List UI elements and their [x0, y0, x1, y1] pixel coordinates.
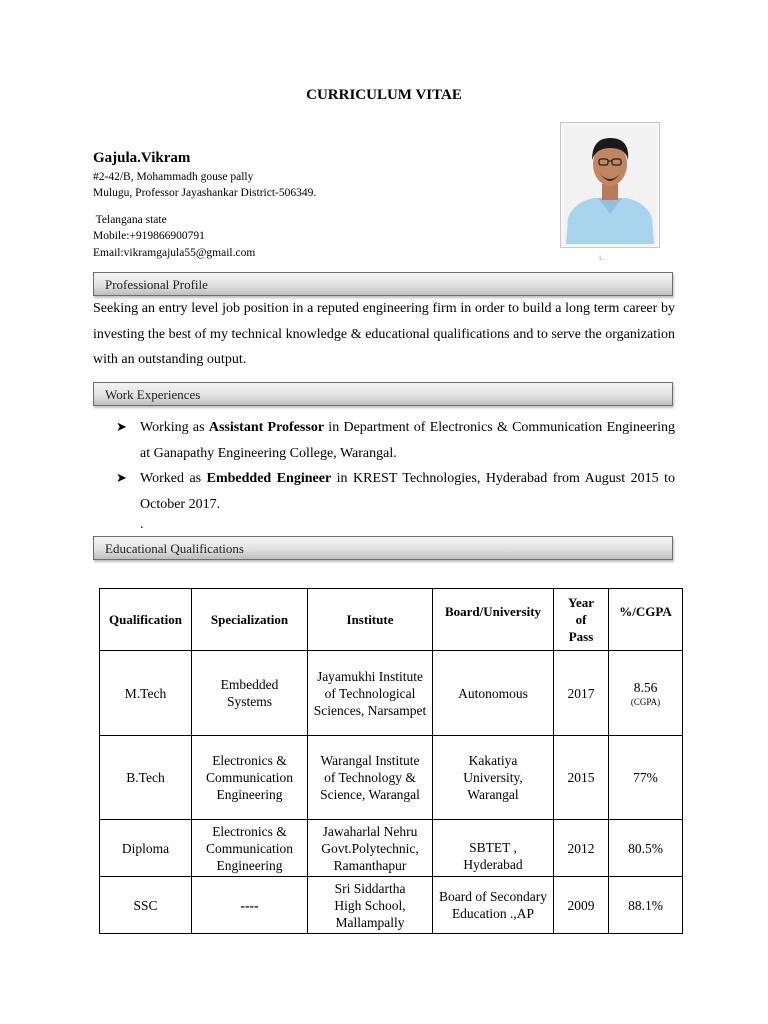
- year-cell: 2009: [554, 877, 609, 934]
- profile-summary: Seeking an entry level job position in a reputed engineering firm in order to build a long term career by investing the best of my technical knowledge & educational qualifications and to serve the organization with an outstanding output.: [93, 301, 675, 367]
- year-cell: 2012: [554, 820, 609, 877]
- person-photo-icon: [564, 126, 656, 244]
- work-role: Assistant Professor: [208, 420, 325, 435]
- score-note: (CGPA): [630, 696, 661, 707]
- candidate-name: Gajula.Vikram: [93, 150, 191, 166]
- work-prefix: Working as: [140, 420, 209, 435]
- trailing-dot: .: [140, 517, 144, 532]
- institute-cell: Warangal Institute of Technology & Science, Warangal: [308, 736, 433, 820]
- qualification-cell: B.Tech: [100, 736, 192, 820]
- board-cell: SBTET , Hyderabad: [433, 820, 554, 877]
- table-row: [100, 736, 683, 820]
- qualification-cell: SSC: [100, 877, 192, 934]
- work-suffix: in Department of Electronics & Communication Engineering at Ganapathy Engineering College, Warangal.: [140, 420, 675, 461]
- education-table: [99, 588, 683, 934]
- score-cell: 77%: [609, 736, 683, 820]
- institute-cell: Jawaharlal Nehru Govt.Polytechnic, Ramanthapur: [308, 820, 433, 877]
- score-cell: 88.1%: [609, 877, 683, 934]
- email-address: Email:vikramgajula55@gmail.com: [93, 247, 256, 259]
- year-cell: 2017: [554, 651, 609, 736]
- table-row: [100, 877, 683, 934]
- work-experience-item: [140, 415, 675, 466]
- work-prefix: Worked as: [140, 471, 207, 486]
- table-row: [100, 651, 683, 736]
- address-state: Telangana state: [93, 214, 167, 226]
- score-cell: 8.56 (CGPA): [609, 651, 683, 736]
- address-line-2: Mulugu, Professor Jayashankar District-506349.: [93, 187, 317, 199]
- mobile-number: Mobile:+919866900791: [93, 230, 205, 242]
- arrow-bullet-icon: ➤: [116, 470, 127, 485]
- board-cell: Board of Secondary Education .,AP: [433, 877, 554, 934]
- column-header: %/CGPA: [609, 589, 683, 651]
- section-bar-work-experiences: [93, 382, 673, 406]
- specialization-cell: ----: [192, 877, 308, 934]
- institute-cell: Jayamukhi Institute of Technological Sciences, Narsampet: [308, 651, 433, 736]
- specialization-cell: Electronics & Communication Engineering: [192, 820, 308, 877]
- specialization-cell: Electronics & Communication Engineering: [192, 736, 308, 820]
- section-bar-educational-qualifications: [93, 536, 673, 560]
- column-header: Board/University: [433, 589, 554, 651]
- document-title: CURRICULUM VITAE: [306, 87, 462, 103]
- score-cell: 80.5%: [609, 820, 683, 877]
- section-heading: Educational Qualifications: [105, 541, 244, 556]
- work-role: Embedded Engineer: [206, 471, 332, 486]
- column-header: Specialization: [192, 589, 308, 651]
- address-line-1: #2-42/B, Mohammadh gouse pally: [93, 171, 254, 183]
- specialization-cell: Embedded Systems: [192, 651, 308, 736]
- year-cell: 2015: [554, 736, 609, 820]
- qualification-cell: M.Tech: [100, 651, 192, 736]
- column-header: Year of Pass: [554, 589, 609, 651]
- table-row: [100, 820, 683, 877]
- board-cell: Kakatiya University, Warangal: [433, 736, 554, 820]
- qualification-cell: Diploma: [100, 820, 192, 877]
- section-heading: Professional Profile: [105, 277, 208, 292]
- photo-caption: i.: [599, 253, 604, 262]
- board-cell: Autonomous: [433, 651, 554, 736]
- work-experience-item: [140, 466, 675, 517]
- profile-photo: [560, 122, 660, 248]
- column-header: Qualification: [100, 589, 192, 651]
- column-header: Institute: [308, 589, 433, 651]
- table-header-row: [100, 589, 683, 651]
- section-bar-professional-profile: [93, 272, 673, 296]
- work-suffix: in KREST Technologies, Hyderabad from August 2015 to October 2017.: [140, 471, 676, 512]
- arrow-bullet-icon: ➤: [116, 419, 127, 434]
- section-heading: Work Experiences: [105, 387, 201, 402]
- institute-cell: Sri Siddartha High School, Mallampally: [308, 877, 433, 934]
